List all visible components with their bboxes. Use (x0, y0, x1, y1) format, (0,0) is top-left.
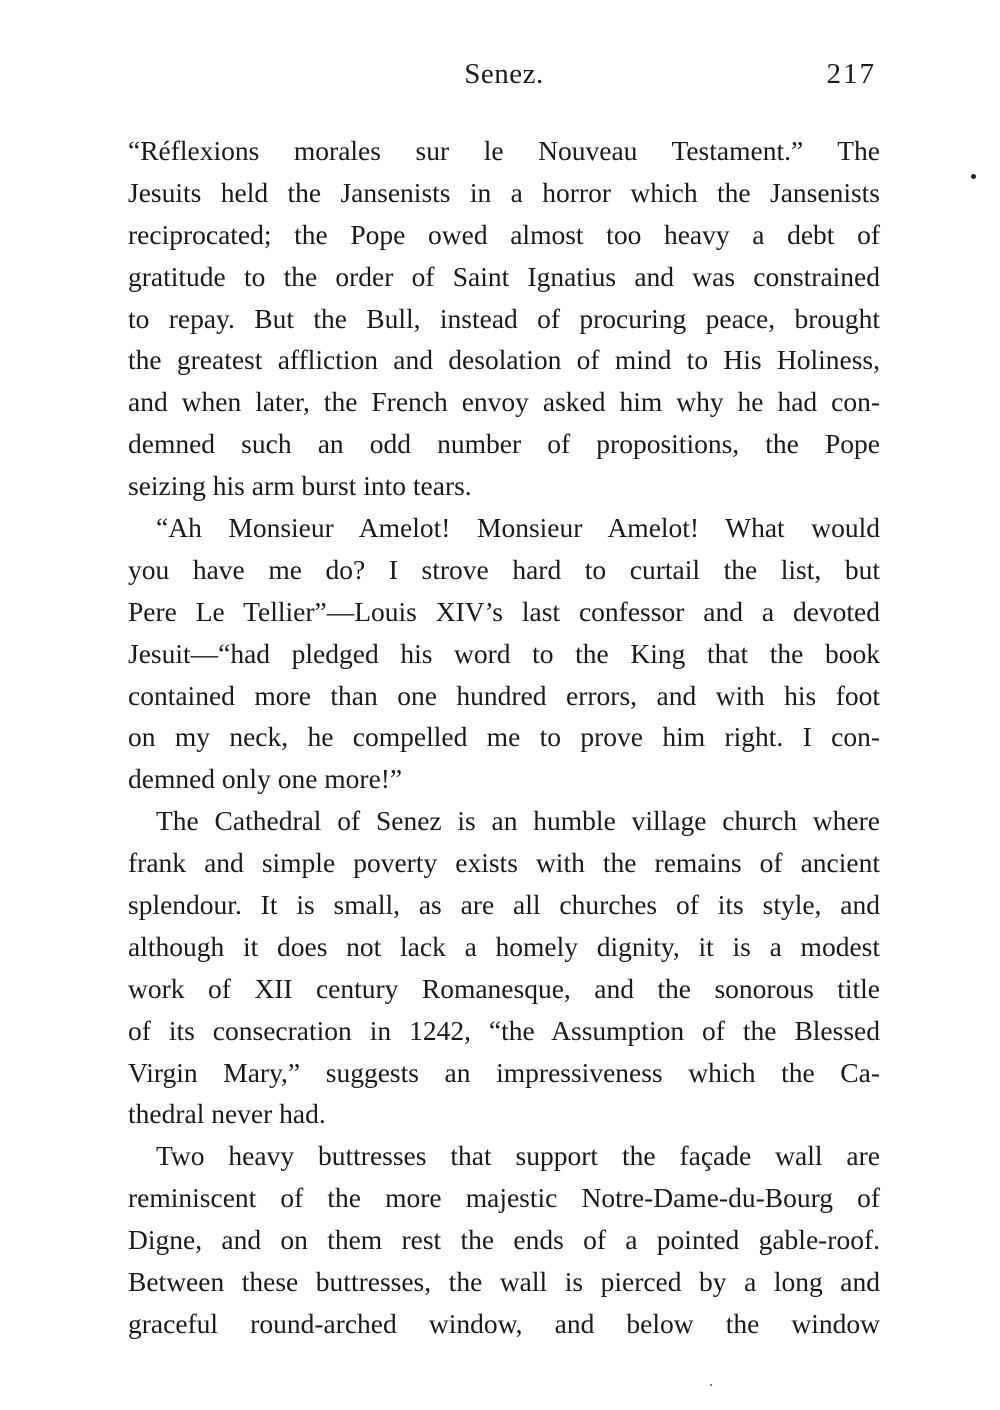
text-line: Virgin Mary,” suggests an impressiveness which the Ca- (128, 1056, 880, 1088)
text-line: you have me do? I strove hard to curtail the list, but (128, 553, 880, 585)
text-line: graceful round-arched window, and below the window (128, 1307, 880, 1339)
text-line: Jesuit—“had pledged his word to the King that the book (128, 637, 880, 669)
paragraph-end-line: demned only one more!” (128, 763, 403, 795)
text-line: on my neck, he compelled me to prove him right. I con- (128, 721, 880, 753)
text-line: the greatest affliction and desolation of mind to His Holiness, (128, 344, 880, 376)
text-line: reciprocated; the Pope owed almost too heavy a debt of (128, 218, 880, 250)
text-line: gratitude to the order of Saint Ignatius and was constrained (128, 260, 880, 292)
text-line: “Réflexions morales sur le Nouveau Testament.” The (128, 135, 880, 166)
paragraph-end-line: thedral never had. (128, 1098, 326, 1130)
paragraph-start-line: The Cathedral of Senez is an humble village church where (156, 805, 880, 837)
text-line: Pere Le Tellier”—Louis XIV’s last confessor and a devoted (128, 595, 880, 627)
text-line: and when later, the French envoy asked him why he had con- (128, 386, 880, 418)
body-text (128, 130, 880, 1345)
print-speck (971, 174, 976, 179)
paragraph-start-line: Two heavy buttresses that support the façade wall are (156, 1140, 880, 1172)
text-line: Jesuits held the Jansenists in a horror which the Jansenists (128, 176, 880, 208)
text-line: contained more than one hundred errors, and with his foot (128, 679, 880, 711)
running-head (128, 58, 880, 98)
paragraph-end-line: seizing his arm burst into tears. (128, 470, 472, 502)
text-line: reminiscent of the more majestic Notre-Dame-du-Bourg of (128, 1182, 880, 1214)
text-line: splendour. It is small, as are all churches of its style, and (128, 889, 880, 921)
text-line: to repay. But the Bull, instead of procuring peace, brought (128, 302, 880, 334)
text-line: Digne, and on them rest the ends of a pointed gable-roof. (128, 1224, 880, 1256)
page-number: 217 (826, 58, 876, 90)
text-line: demned such an odd number of propositions, the Pope (128, 428, 880, 460)
text-line: work of XII century Romanesque, and the sonorous title (128, 972, 880, 1004)
print-speck (710, 1384, 712, 1386)
text-line: frank and simple poverty exists with the remains of ancient (128, 847, 880, 879)
text-line: although it does not lack a homely dignity, it is a modest (128, 930, 880, 962)
running-title: Senez. (464, 58, 544, 90)
text-line: of its consecration in 1242, “the Assumption of the Blessed (128, 1014, 880, 1046)
paragraph-start-line: “Ah Monsieur Amelot! Monsieur Amelot! What would (156, 512, 880, 544)
text-line: Between these buttresses, the wall is pierced by a long and (128, 1266, 880, 1298)
